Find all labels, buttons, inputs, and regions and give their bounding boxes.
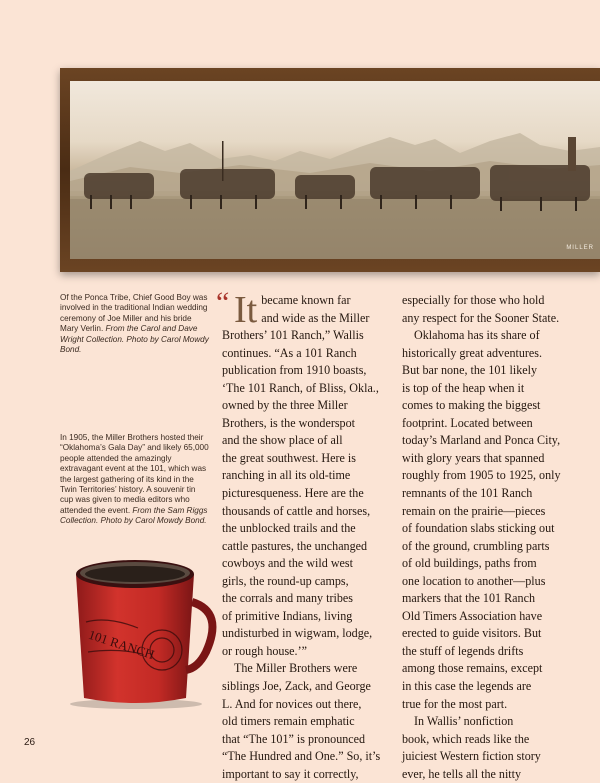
column-2-line: roughly from 1905 to 1925, only — [402, 468, 561, 483]
page-number: 26 — [24, 737, 36, 748]
column-1-line: and wide as the Miller — [261, 310, 370, 325]
column-2-line: the stuff of legends drifts — [402, 643, 524, 658]
column-1-line: thousands of cattle and horses, — [222, 503, 371, 518]
photo-caption — [60, 293, 210, 355]
column-1-line: important to say it correctly, — [222, 766, 359, 781]
column-2-line: ever, he tells all the nitty — [402, 766, 522, 781]
column-1-line: the corrals and many tribes — [222, 591, 353, 606]
souvenir-tin-cup — [58, 552, 218, 710]
column-1-line: and the show place of all — [222, 433, 343, 448]
open-quote-mark: “ — [216, 286, 230, 319]
column-1-line: L. And for novices out there, — [222, 696, 362, 711]
column-2-line: in this case the legends are — [402, 679, 532, 694]
column-1-line: of primitive Indians, living — [222, 608, 353, 623]
column-1-line: The Miller Brothers were — [234, 661, 358, 676]
column-1-line: undisturbed in wigwam, lodge, — [222, 626, 373, 641]
dropcap: It — [234, 289, 258, 331]
column-1-line: girls, the round-up camps, — [222, 573, 349, 588]
column-1-line: Brothers’ 101 Ranch,” Wallis — [222, 328, 364, 343]
column-2-line: one location to another—plus — [402, 573, 546, 588]
column-2-line: today’s Marland and Ponca City, — [402, 433, 561, 448]
column-2-line: remain on the prairie—pieces — [402, 503, 546, 518]
column-1-line: cowboys and the wild west — [222, 556, 353, 571]
photo-watermark: MILLER — [566, 245, 594, 251]
article-column-1 — [216, 286, 398, 783]
column-1-line: picturesqueness. Here are the — [222, 486, 364, 501]
photo-scene — [70, 81, 600, 259]
column-1-line: the unblocked trails and the — [222, 521, 356, 536]
column-2-line: of old buildings, paths from — [402, 556, 537, 571]
column-2-line: In Wallis’ nonfiction — [414, 714, 514, 729]
column-1-line: “The Hundred and One.” So, it’s — [222, 749, 381, 764]
column-1-line: siblings Joe, Zack, and George — [222, 679, 371, 694]
article-column-2 — [402, 292, 578, 783]
column-1-line: or rough house.’” — [222, 643, 307, 658]
column-2-line: of the ground, crumbling parts — [402, 538, 550, 553]
column-2-text — [402, 292, 578, 783]
column-2-line: Old Timers Association have — [402, 608, 543, 623]
photo-frame — [60, 68, 600, 272]
column-1-line: that “The 101” is pronounced — [222, 731, 366, 746]
photo-caption-credit: From the Carol and Dave Wright Collection. Photo by Carol Mowdy Bond. — [60, 324, 209, 355]
column-2-line: markers that the 101 Ranch — [402, 591, 535, 606]
column-2-line: true for the most part. — [402, 696, 508, 711]
column-2-line: especially for those who hold — [402, 293, 545, 307]
column-1-line: ‘The 101 Ranch, of Bliss, Okla., — [222, 380, 379, 395]
column-2-line: Oklahoma has its share of — [414, 328, 540, 343]
column-2-line: with glory years that spanned — [402, 450, 545, 465]
column-2-line: juiciest Western fiction story — [402, 749, 541, 764]
column-2-line: book, which reads like the — [402, 731, 530, 746]
column-2-line: is top of the heap when it — [402, 380, 525, 395]
panoramic-ranch-photo — [70, 81, 600, 259]
cup-caption — [60, 433, 210, 527]
photo-caption-text: Of the Ponca Tribe, Chief Good Boy was involved in the traditional Indian wedding ceremony of Joe Miller and his bride Mary Verlin. — [60, 293, 208, 334]
column-2-line: of foundation slabs sticking out — [402, 521, 555, 536]
column-1-line: continues. “As a 101 Ranch — [222, 345, 357, 360]
cup-caption-text: In 1905, the Miller Brothers hosted their “Oklahoma’s Gala Day” and likely 65,000 people attended the amazingly extravagant event at the 101, which was the largest gathering of its kind in the Twin Territories’ history. A souvenir tin cup was given to media editors who attended the event. — [60, 433, 209, 515]
cup-label: 101 RANCH — [86, 626, 157, 663]
column-1-line: owned by the three Miller — [222, 398, 348, 413]
column-1-line: cattle pastures, the unchanged — [222, 538, 368, 553]
column-2-line: erected to guide visitors. But — [402, 626, 542, 641]
column-2-line: remnants of the 101 Ranch — [402, 486, 533, 501]
column-1-line: became known far — [261, 293, 351, 307]
column-2-line: footprint. Located between — [402, 415, 533, 430]
cup-caption-credit: From the Sam Riggs Collection. Photo by Carol Mowdy Bond. — [60, 505, 208, 526]
column-2-line: historically great adventures. — [402, 345, 543, 360]
column-2-line: any respect for the Sooner State. — [402, 310, 560, 325]
column-2-line: But bar none, the 101 likely — [402, 363, 538, 378]
column-2-line: comes to making the biggest — [402, 398, 541, 413]
column-1-line: old timers remain emphatic — [222, 714, 355, 729]
column-2-line: among those remains, except — [402, 661, 543, 676]
column-1-line: publication from 1910 boasts, — [222, 363, 367, 378]
column-1-line: ranching in all its old-time — [222, 468, 351, 483]
column-1-text — [222, 289, 398, 783]
column-1-line: the great southwest. Here is — [222, 450, 356, 465]
column-1-line: Brothers, is the wonderspot — [222, 415, 356, 430]
